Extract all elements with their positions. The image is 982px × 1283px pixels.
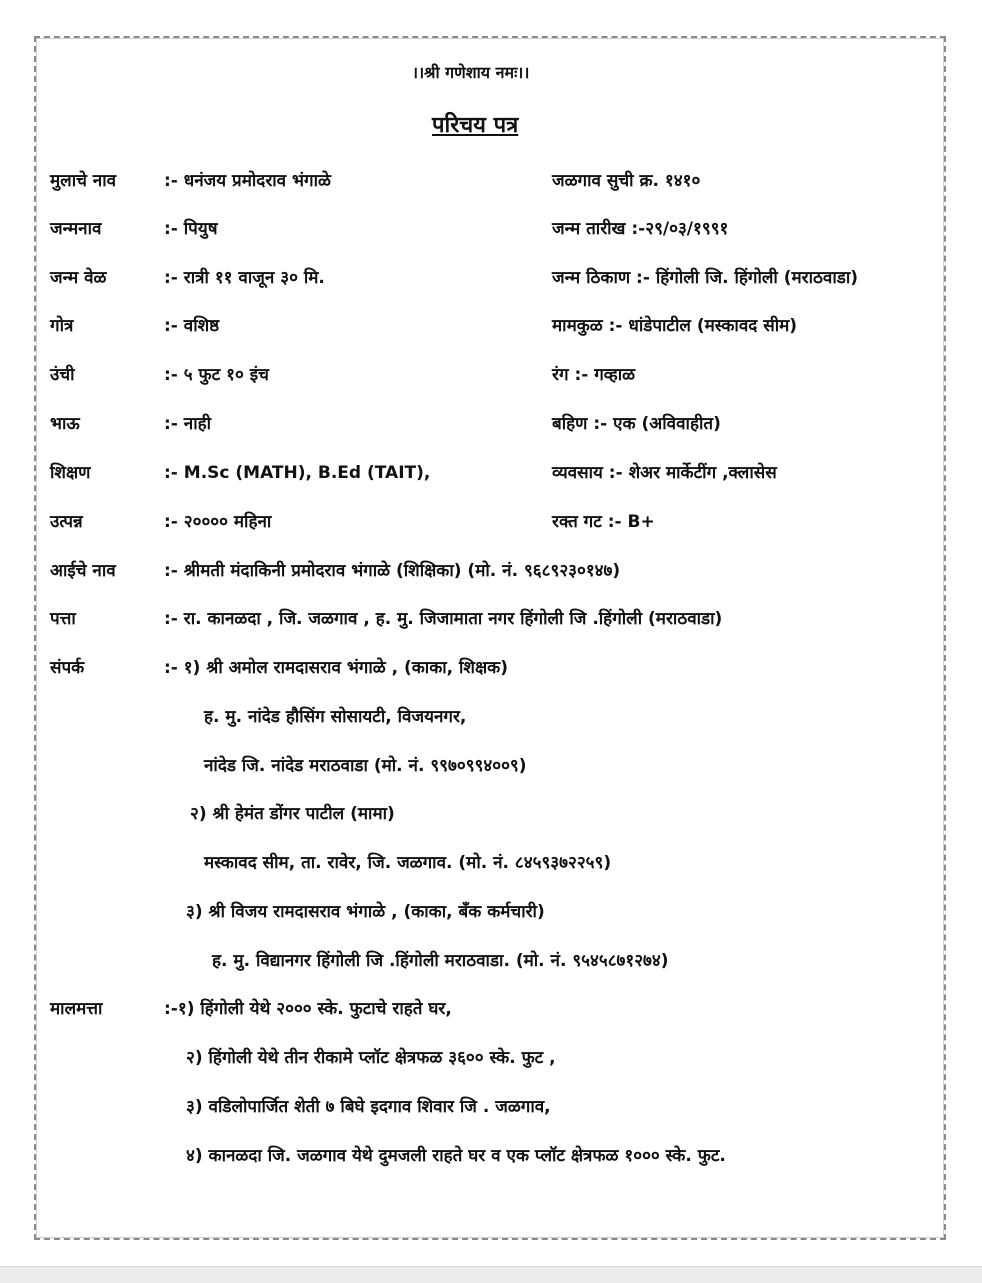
- blood-group: रक्त गट :- B+: [552, 512, 655, 532]
- mother-name-value: :- श्रीमती मंदाकिनी प्रमोदराव भंगाळे (शिक्षिका) (मो. नं. ९६८९२३०१४७): [164, 561, 621, 581]
- birth-name-label: जन्मनाव: [50, 219, 102, 239]
- contact-3-name: ३) श्री विजय रामदासराव भंगाळे , (काका, बँक कर्मचारी): [186, 902, 545, 922]
- property-item-4: ४) कानळदा जि. जळगाव येथे दुमजली राहते घर व एक प्लॉट क्षेत्रफळ १००० स्के. फुट.: [186, 1146, 726, 1166]
- boy-name-value: :- धनंजय प्रमोदराव भंगाळे: [164, 171, 331, 191]
- income-label: उत्पन्न: [50, 512, 83, 532]
- list-number: जळगाव सुची क्र. १४१०: [552, 171, 701, 191]
- education-value: :- M.Sc (MATH), B.Ed (TAIT),: [164, 463, 431, 483]
- property-item-2: २) हिंगोली येथे तीन रीकामे प्लॉट क्षेत्रफळ ३६०० स्के. फुट ,: [186, 1048, 556, 1068]
- height-label: उंची: [50, 365, 75, 385]
- height-value: :- ५ फुट १० इंच: [164, 365, 269, 385]
- birth-place: जन्म ठिकाण :- हिंगोली जि. हिंगोली (मराठवाडा): [552, 268, 859, 288]
- document-title: परिचय पत्र: [432, 113, 519, 138]
- birth-time-value: :- रात्री ११ वाजून ३० मि.: [164, 268, 325, 288]
- mamakul: मामकुळ :- धांडेपाटील (मस्कावद सीम): [552, 316, 798, 336]
- date-of-birth: जन्म तारीख :-२९/०३/१९९१: [552, 219, 729, 239]
- brother-value: :- नाही: [164, 414, 212, 434]
- contact-2-name: २) श्री हेमंत डोंगर पाटील (मामा): [190, 804, 395, 824]
- boy-name-label: मुलाचे नाव: [50, 171, 117, 191]
- birth-time-label: जन्म वेळ: [50, 268, 107, 288]
- invocation-heading: ।।श्री गणेशाय नमः।।: [412, 63, 530, 82]
- contact-3-address: ह. मु. विद्यानगर हिंगोली जि .हिंगोली मराठवाडा. (मो. नं. ९५४५८७१२७४): [212, 951, 669, 971]
- address-value: :- रा. कानळदा , जि. जळगाव , ह. मु. जिजामाता नगर हिंगोली जि .हिंगोली (मराठवाडा): [164, 609, 723, 629]
- complexion: रंग :- गव्हाळ: [552, 365, 636, 385]
- gotra-value: :- वशिष्ठ: [164, 316, 220, 336]
- mother-name-label: आईचे नाव: [50, 561, 116, 581]
- property-label: मालमत्ता: [50, 999, 103, 1019]
- occupation: व्यवसाय :- शेअर मार्केटींग ,क्लासेस: [552, 463, 777, 483]
- contact-1-address-line1: ह. मु. नांदेड हौसिंग सोसायटी, विजयनगर,: [204, 707, 467, 727]
- birth-name-value: :- पियुष: [164, 219, 218, 239]
- bottom-shade: [0, 1266, 982, 1283]
- gotra-label: गोत्र: [50, 316, 74, 336]
- contact-2-address: मस्कावद सीम, ता. रावेर, जि. जळगाव. (मो. नं. ८४५९३७२२५९): [204, 853, 612, 873]
- contact-1-address-line2: नांदेड जि. नांदेड मराठवाडा (मो. नं. ९९७०९९४००९): [204, 756, 527, 776]
- sister: बहिण :- एक (अविवाहीत): [552, 414, 721, 434]
- education-label: शिक्षण: [50, 463, 91, 483]
- address-label: पत्ता: [50, 609, 76, 629]
- income-value: :- २०००० महिना: [164, 512, 272, 532]
- contact-1-name: :- १) श्री अमोल रामदासराव भंगाळे , (काका, शिक्षक): [164, 658, 509, 678]
- contact-label: संपर्क: [50, 658, 85, 678]
- brother-label: भाऊ: [50, 414, 80, 434]
- property-item-1: :-१) हिंगोली येथे २००० स्के. फुटाचे राहते घर,: [164, 999, 452, 1019]
- property-item-3: ३) वडिलोपार्जित शेती ७ बिघे इदगाव शिवार जि . जळगाव,: [186, 1097, 551, 1117]
